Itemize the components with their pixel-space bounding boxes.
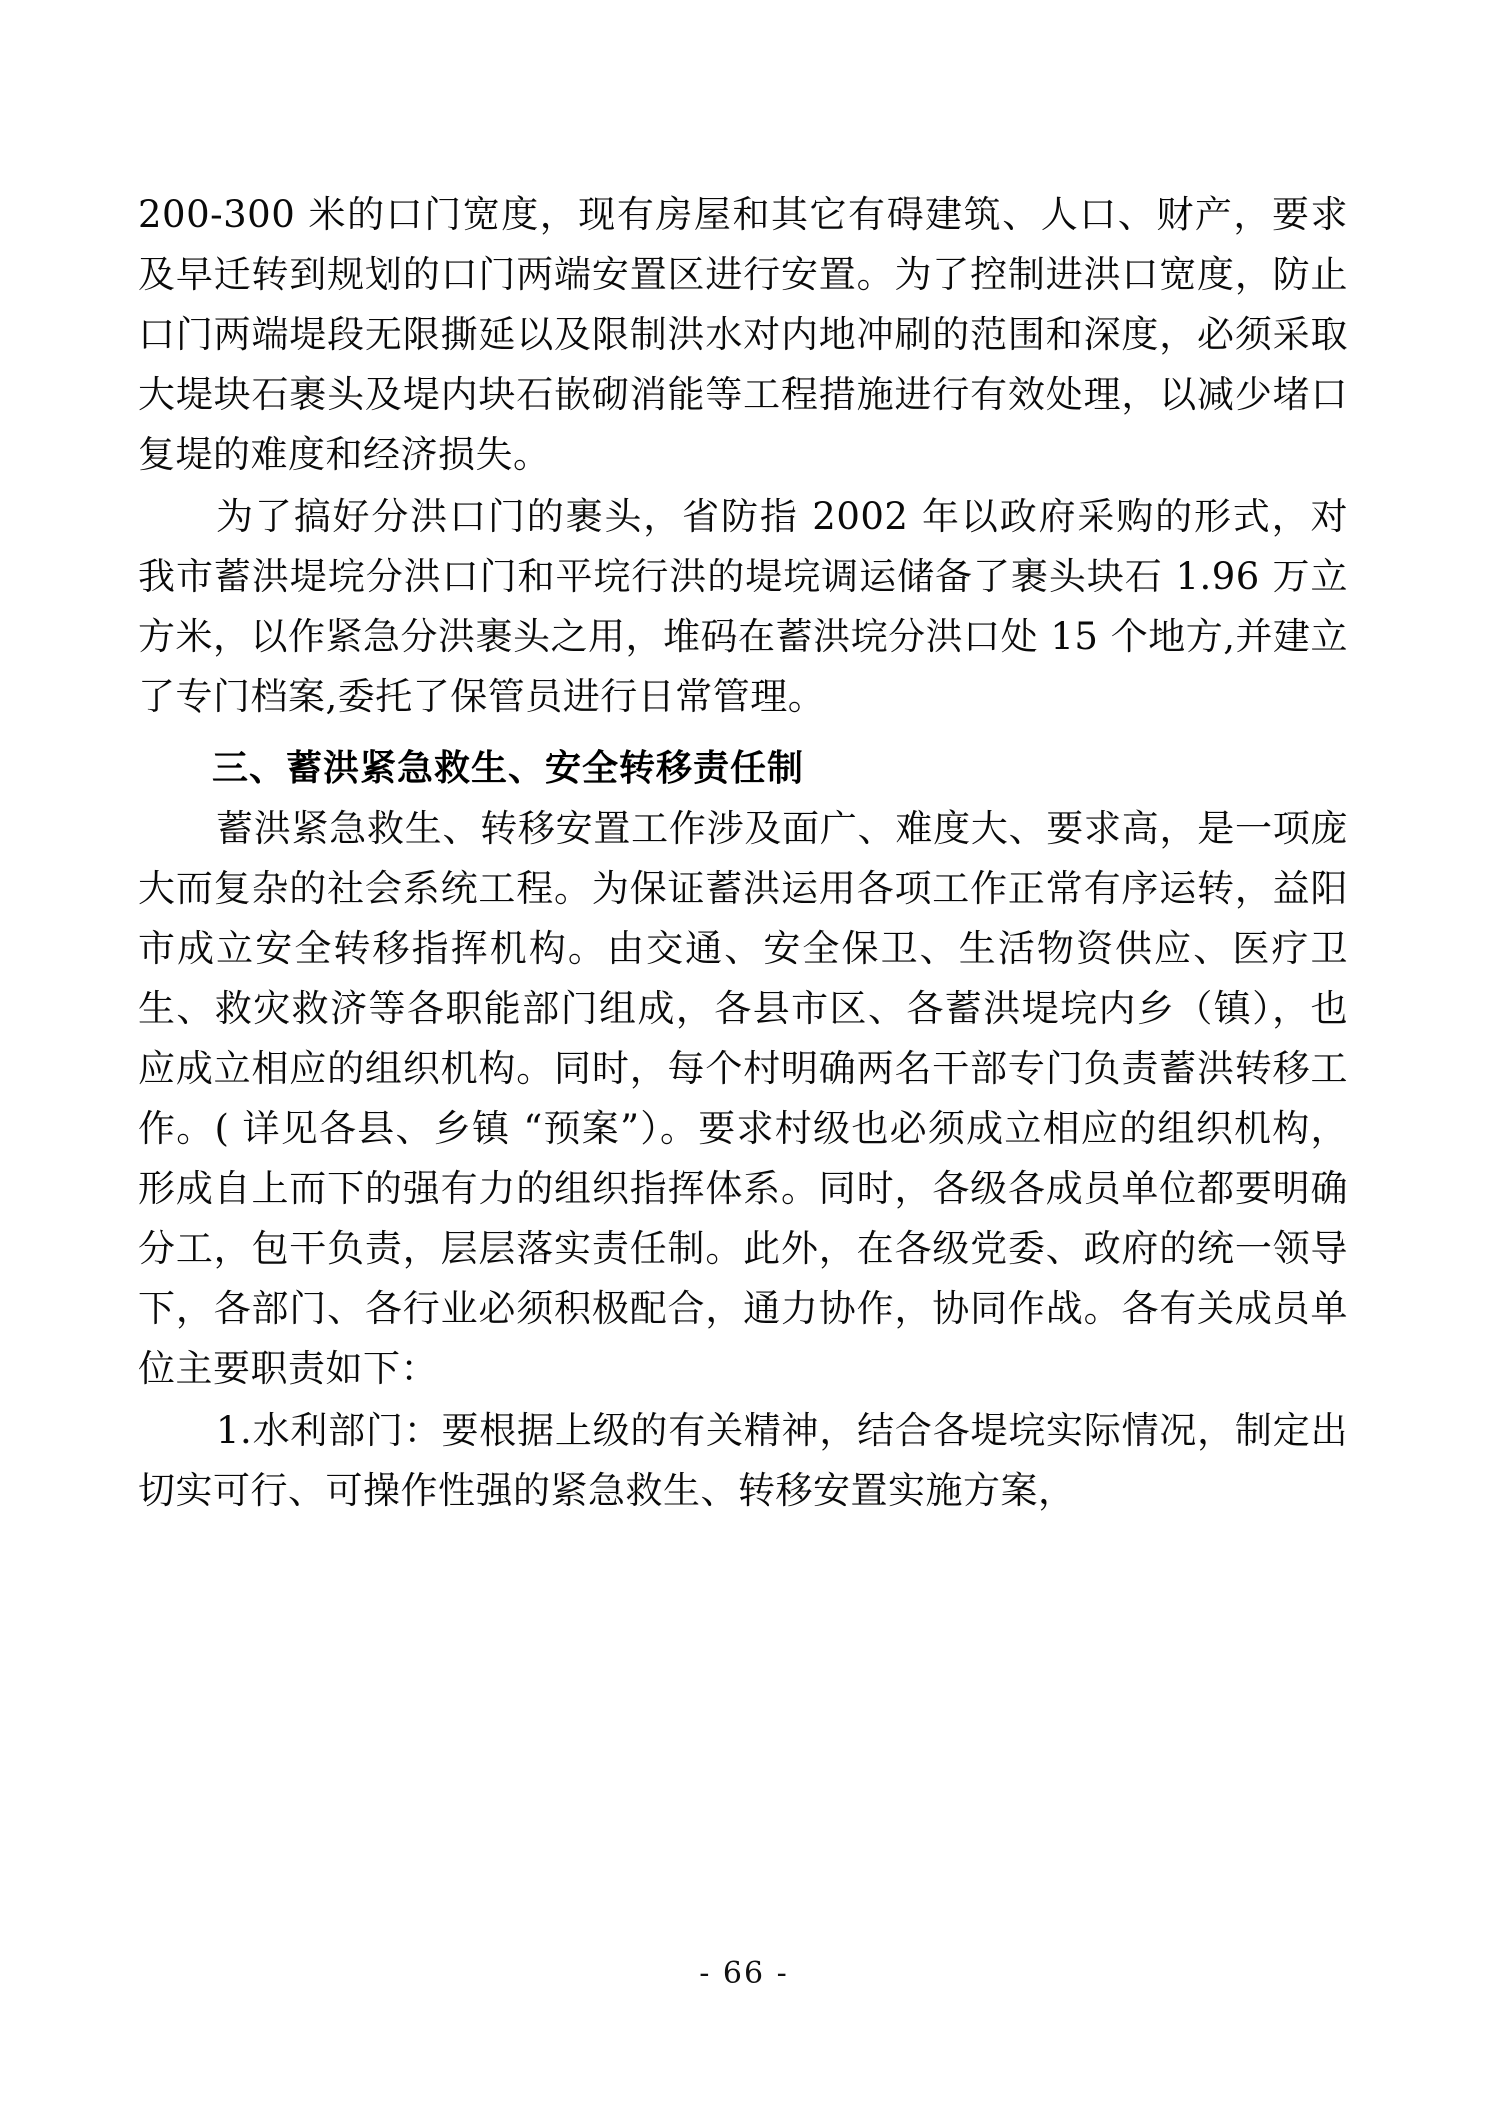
page-footer xyxy=(0,1956,1488,1991)
paragraph-2: 为了搞好分洪口门的裹头，省防指 2002 年以政府采购的形式，对我市蓄洪堤垸分洪口门和平垸行洪的堤垸调运储备了裹头块石 1.96 万立方米，以作紧急分洪裹头之用，堆码在蓄洪垸分洪口处 15 个地方,并建立了专门档案,委托了保管员进行日常管理。 xyxy=(138,494,1348,718)
section-heading: 三、蓄洪紧急救生、安全转移责任制 xyxy=(212,748,805,790)
page-body xyxy=(138,185,1348,1523)
paragraph-1: 200-300 米的口门宽度，现有房屋和其它有碍建筑、人口、财产，要求及早迁转到规划的口门两端安置区进行安置。为了控制进洪口宽度，防止口门两端堤段无限撕延以及限制洪水对内地冲刷的范围和深度，必须采取大堤块石裹头及堤内块石嵌砌消能等工程措施进行有效处理，以减少堵口复堤的难度和经济损失。 xyxy=(138,193,1348,476)
paragraph-4: 1.水利部门：要根据上级的有关精神，结合各堤垸实际情况，制定出切实可行、可操作性强的紧急救生、转移安置实施方案， xyxy=(138,1408,1348,1512)
paragraph-3: 蓄洪紧急救生、转移安置工作涉及面广、难度大、要求高，是一项庞大而复杂的社会系统工程。为保证蓄洪运用各项工作正常有序运转，益阳市成立安全转移指挥机构。由交通、安全保卫、生活物资供应、医疗卫生、救灾救济等各职能部门组成，各县市区、各蓄洪堤垸内乡（镇），也应成立相应的组织机构。同时，每个村明确两名干部专门负责蓄洪转移工作。( 详见各县、乡镇 “预案”）。要求村级也必须成立相应的组织机构，形成自上而下的强有力的组织指挥体系。同时，各级各成员单位都要明确分工，包干负责，层层落实责任制。此外，在各级党委、政府的统一领导下，各部门、各行业必须积极配合，通力协作，协同作战。各有关成员单位主要职责如下： xyxy=(138,807,1348,1390)
page-number: - 66 - xyxy=(699,1956,789,1991)
